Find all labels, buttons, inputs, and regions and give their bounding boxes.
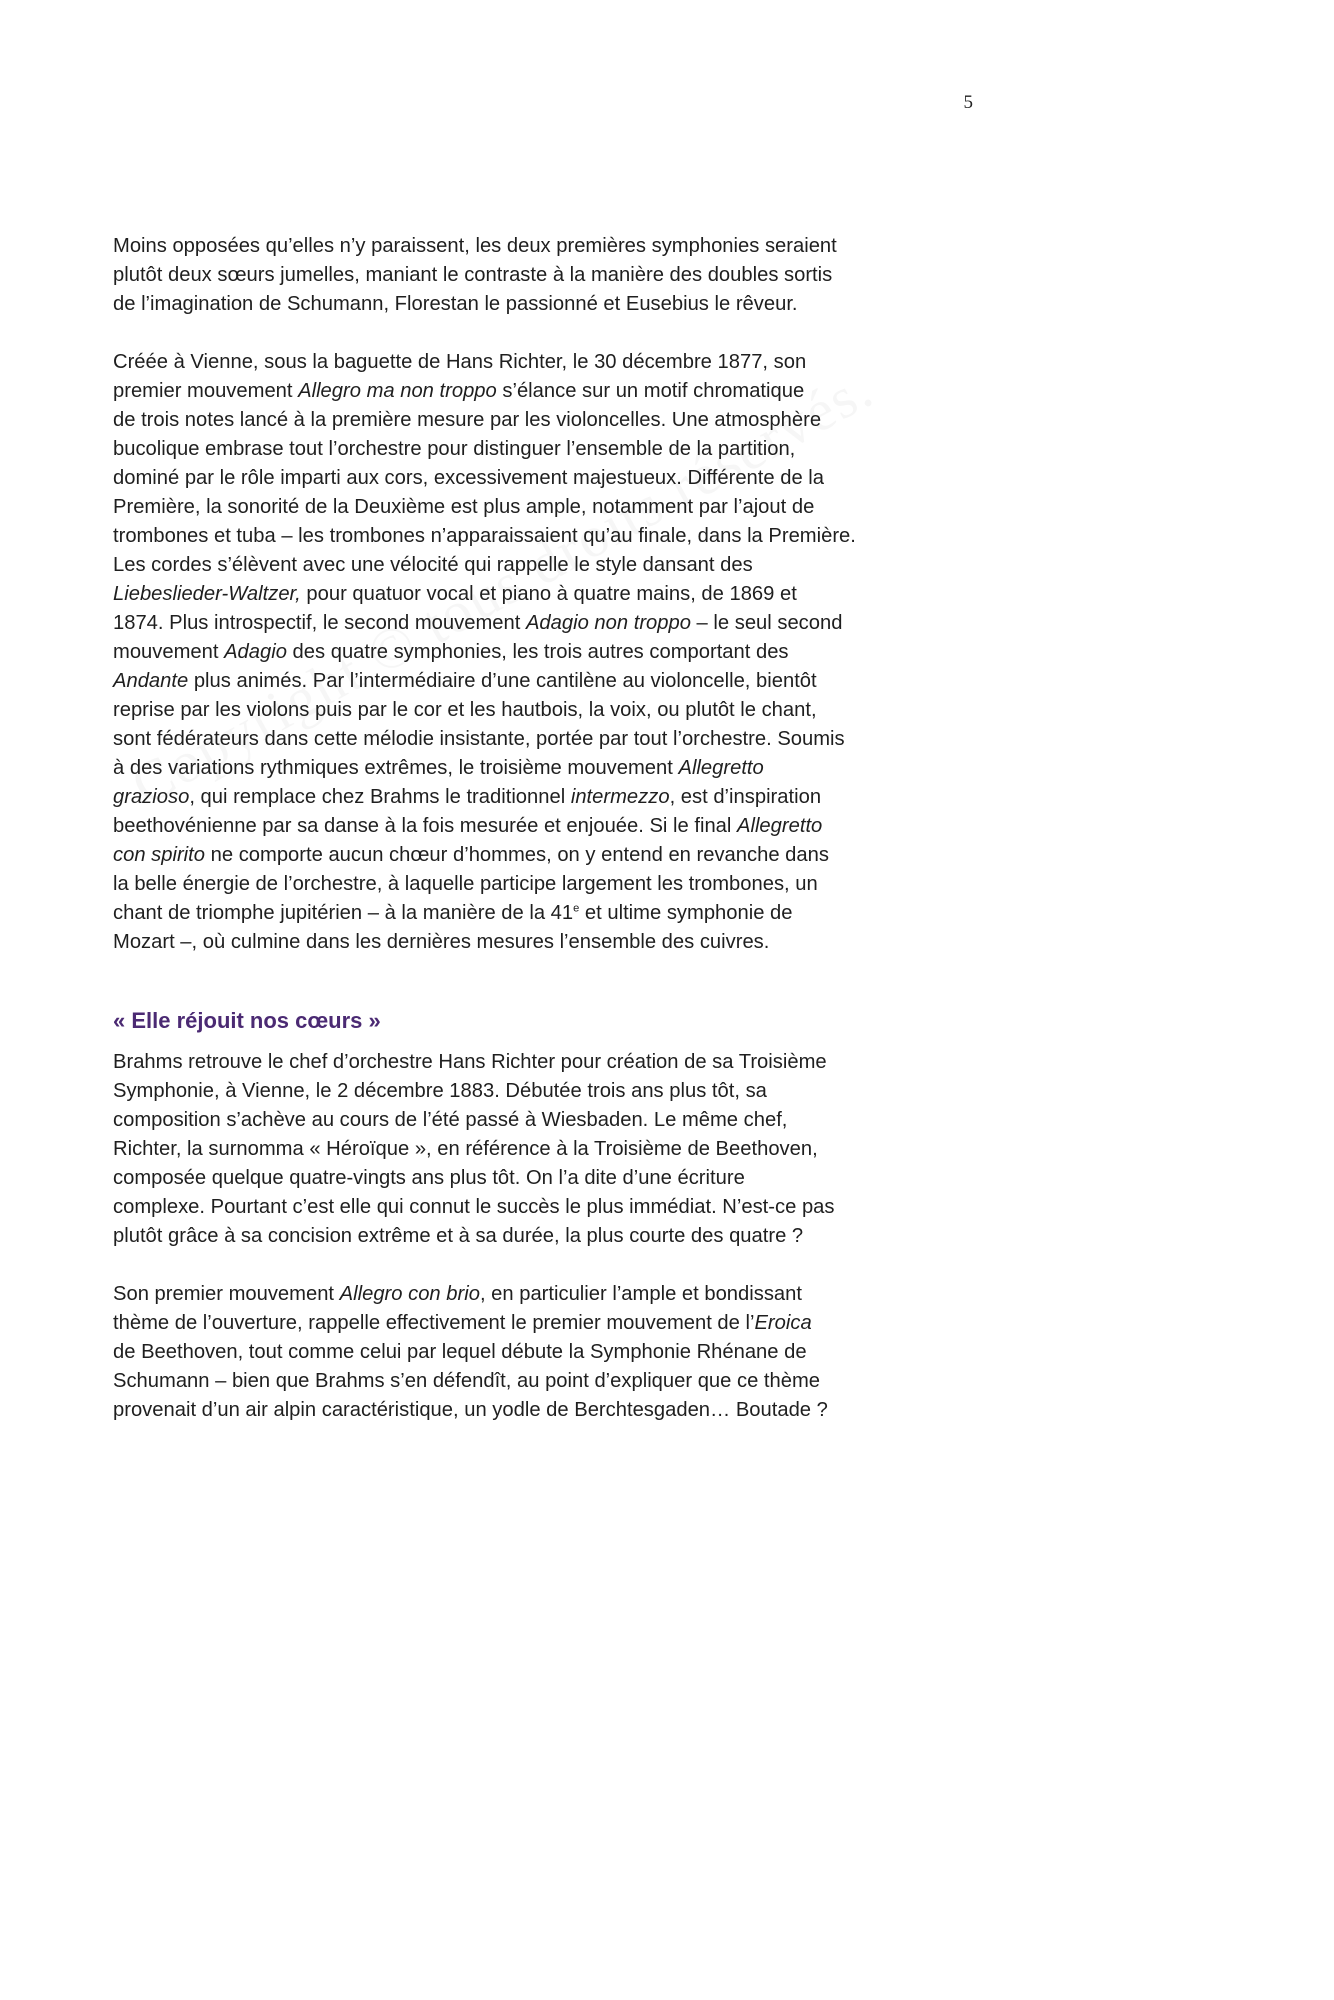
text-run: , en particulier l’ample et bondissant thème de l’ouverture, rappelle effectivement le premier mouvement de l’ [113,1283,802,1334]
italic-term: Eroica [754,1312,812,1334]
text-run: plus animés. Par l’intermédiaire d’une cantilène au violoncelle, bientôt reprise par les violons puis par le cor et les hautbois, la voix, ou plutôt le chant, sont fédérateurs dans cette mélodie insistante, portée par tout l’orchestre. Soumis à des variations rythmiques extrêmes, le troisième mouvement [113,670,845,779]
italic-term: Adagio [224,641,287,663]
paragraph-intro: Moins opposées qu’elles n’y paraissent, les deux premières symphonies seraient plutôt deux sœurs jumelles, maniant le contraste à la manière des doubles sortis de l’imagination de Schumann, Florestan le passionné et Eusebius le rêveur. [113,235,837,315]
paragraph-first-movement [113,1280,943,1425]
text-run: ne comporte aucun chœur d’hommes, on y entend en revanche dans la belle énergie de l’orchestre, à laquelle participe largement les trombones, un chant de triomphe jupitérien – à la manière de la 41 [113,844,829,924]
paragraph-gap [113,319,943,348]
text-run: Son premier mouvement [113,1283,340,1305]
heading-spacer [113,1035,943,1048]
text-run: de Beethoven, tout comme celui par lequel débute la Symphonie Rhénane de Schumann – bien que Brahms s’en défendît, au point d’expliquer que ce thème provenait d’un air alpin caractéristique, un yodle de Berchtesgaden… Boutade ? [113,1341,828,1421]
paragraph-gap [113,986,943,1006]
superscript: e [573,902,580,915]
paragraph-third-symphony: Brahms retrouve le chef d’orchestre Hans Richter pour création de sa Troisième Symphonie, à Vienne, le 2 décembre 1883. Débutée trois ans plus tôt, sa composition s’achève au cours de l’été passé à Wiesbaden. Le même chef, Richter, la surnomma « Héroïque », en référence à la Troisième de Beethoven, composée quelque quatre-vingts ans plus tôt. On l’a dite d’une écriture complexe. Pourtant c’est elle qui connut le succès le plus immédiat. N’est-ce pas plutôt grâce à sa concision extrême et à sa durée, la plus courte des quatre ? [113,1051,835,1247]
italic-term: Allegro con brio [339,1283,480,1305]
text-run: et ultime symphonie de Mozart –, où culmine dans les dernières mesures l’ensemble des cuivres. [113,902,793,953]
italic-term: Andante [113,670,189,692]
article-body [113,232,943,1425]
page-number: 5 [963,92,973,113]
text-run: s’élance sur un motif chromatique de trois notes lancé à la première mesure par les violoncelles. Une atmosphère bucolique embrase tout l’orchestre pour distinguer l’ensemble de la partition, dominé par le rôle imparti aux cors, excessivement majestueux. Différente de la Première, la sonorité de la Deuxième est plus ample, notamment par l’ajout de trombones et tuba – les trombones n’apparaissaient qu’au finale, dans la Première. Les cordes s’élèvent avec une vélocité qui rappelle le style dansant des [113,380,856,576]
section-heading: « Elle réjouit nos cœurs » [113,1008,381,1033]
paragraph-second-symphony [113,348,943,957]
italic-term: Allegro ma non troppo [298,380,497,402]
text-run: , est d’inspiration beethovénienne par sa danse à la fois mesurée et enjouée. Si le final [113,786,822,837]
text-run: des quatre symphonies, les trois autres comportant des [292,641,789,663]
paragraph-gap [113,957,943,986]
italic-term: Adagio non troppo [525,612,691,634]
text-run: Créée à Vienne, sous la baguette de Hans Richter, le 30 décembre 1877, son premier mouvement [113,351,807,402]
text-run: – le seul second mouvement [113,612,843,663]
italic-term: Liebeslieder-Waltzer, [113,583,301,605]
text-run: pour quatuor vocal et piano à quatre mains, de 1869 et 1874. Plus introspectif, le second mouvement [113,583,797,634]
italic-term: Allegretto grazioso [113,757,764,808]
paragraph-gap [113,1251,943,1280]
italic-term: Allegretto con spirito [113,815,823,866]
text-run: , qui remplace chez Brahms le traditionnel [189,786,571,808]
italic-term: intermezzo [570,786,670,808]
